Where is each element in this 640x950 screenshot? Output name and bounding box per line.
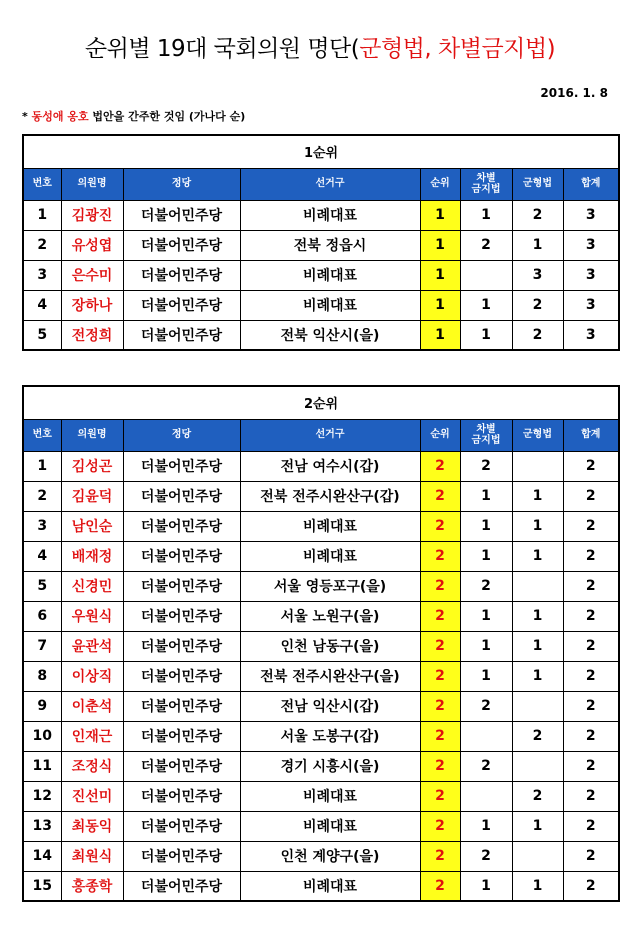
- rank: 2: [420, 511, 460, 541]
- row-number: 9: [23, 691, 61, 721]
- row-number: 2: [23, 481, 61, 511]
- district: 전북 정읍시: [240, 230, 420, 260]
- row-number: 2: [23, 230, 61, 260]
- document-date: 2016. 1. 8: [540, 86, 608, 100]
- row-number: 1: [23, 200, 61, 230]
- district: 전남 익산시(갑): [240, 691, 420, 721]
- military-law-count: 2: [512, 200, 563, 230]
- disc-law-count: 2: [460, 691, 512, 721]
- table-row: [23, 811, 619, 841]
- disc-law-count: 1: [460, 541, 512, 571]
- district: 경기 시흥시(을): [240, 751, 420, 781]
- table-row: [23, 691, 619, 721]
- district: 비례대표: [240, 290, 420, 320]
- total: 2: [563, 541, 619, 571]
- table-row: [23, 571, 619, 601]
- party: 더불어민주당: [123, 320, 240, 350]
- member-name: 윤관석: [61, 631, 123, 661]
- party: 더불어민주당: [123, 631, 240, 661]
- member-name: 전정희: [61, 320, 123, 350]
- district: 비례대표: [240, 511, 420, 541]
- total: 2: [563, 721, 619, 751]
- table-row: [23, 721, 619, 751]
- page-title: [0, 30, 640, 63]
- member-name: 배재정: [61, 541, 123, 571]
- rank: 2: [420, 571, 460, 601]
- header-total: 합계: [563, 419, 619, 451]
- disc-law-count: [460, 260, 512, 290]
- total: 2: [563, 451, 619, 481]
- member-name: 은수미: [61, 260, 123, 290]
- row-number: 11: [23, 751, 61, 781]
- header-no: 번호: [23, 168, 61, 200]
- rank: 1: [420, 230, 460, 260]
- rank: 2: [420, 781, 460, 811]
- row-number: 13: [23, 811, 61, 841]
- row-number: 1: [23, 451, 61, 481]
- party: 더불어민주당: [123, 290, 240, 320]
- district: 비례대표: [240, 871, 420, 901]
- member-name: 홍종학: [61, 871, 123, 901]
- disc-law-count: 2: [460, 451, 512, 481]
- table-row: [23, 601, 619, 631]
- note-highlight: 동성애 옹호: [31, 110, 89, 123]
- district: 서울 영등포구(을): [240, 571, 420, 601]
- party: 더불어민주당: [123, 511, 240, 541]
- disc-law-count: 1: [460, 631, 512, 661]
- disc-law-count: 2: [460, 841, 512, 871]
- total: 2: [563, 571, 619, 601]
- military-law-count: 1: [512, 631, 563, 661]
- header-party: 정당: [123, 419, 240, 451]
- disc-law-count: 2: [460, 230, 512, 260]
- military-law-count: 2: [512, 721, 563, 751]
- total: 2: [563, 751, 619, 781]
- row-number: 10: [23, 721, 61, 751]
- header-disc-law: 차별 금지법: [460, 419, 512, 451]
- military-law-count: [512, 451, 563, 481]
- total: 2: [563, 841, 619, 871]
- note-bullet: *: [22, 110, 28, 123]
- military-law-count: 3: [512, 260, 563, 290]
- party: 더불어민주당: [123, 451, 240, 481]
- row-number: 4: [23, 541, 61, 571]
- district: 전북 전주시완산구(을): [240, 661, 420, 691]
- disc-law-count: 1: [460, 601, 512, 631]
- header-party: 정당: [123, 168, 240, 200]
- party: 더불어민주당: [123, 200, 240, 230]
- row-number: 7: [23, 631, 61, 661]
- total: 2: [563, 661, 619, 691]
- district: 전북 전주시완산구(갑): [240, 481, 420, 511]
- rank: 1: [420, 200, 460, 230]
- member-name: 유성엽: [61, 230, 123, 260]
- rank: 2: [420, 631, 460, 661]
- military-law-count: 1: [512, 871, 563, 901]
- member-name: 신경민: [61, 571, 123, 601]
- row-number: 3: [23, 511, 61, 541]
- district: 전남 여수시(갑): [240, 451, 420, 481]
- column-headers: [23, 419, 619, 451]
- district: 비례대표: [240, 781, 420, 811]
- rank: 2: [420, 751, 460, 781]
- table-row: [23, 541, 619, 571]
- table-row: [23, 290, 619, 320]
- rank: 2: [420, 541, 460, 571]
- rank: 2: [420, 721, 460, 751]
- table-row: [23, 631, 619, 661]
- party: 더불어민주당: [123, 541, 240, 571]
- rank: 2: [420, 841, 460, 871]
- rank: 2: [420, 691, 460, 721]
- rank: 2: [420, 451, 460, 481]
- disc-law-count: [460, 781, 512, 811]
- disc-law-count: [460, 721, 512, 751]
- table-heading: 2순위: [23, 386, 619, 419]
- table-row: [23, 781, 619, 811]
- party: 더불어민주당: [123, 781, 240, 811]
- title-laws: 군형법, 차별금지법: [359, 36, 547, 62]
- header-total: 합계: [563, 168, 619, 200]
- total: 2: [563, 691, 619, 721]
- district: 서울 노원구(을): [240, 601, 420, 631]
- total: 3: [563, 320, 619, 350]
- rank1-table: [22, 134, 620, 351]
- title-close: ): [546, 36, 556, 62]
- total: 3: [563, 260, 619, 290]
- table-row: [23, 200, 619, 230]
- member-name: 진선미: [61, 781, 123, 811]
- table-row: [23, 230, 619, 260]
- member-name: 김윤덕: [61, 481, 123, 511]
- district: 비례대표: [240, 541, 420, 571]
- party: 더불어민주당: [123, 841, 240, 871]
- member-name: 이상직: [61, 661, 123, 691]
- table-row: [23, 260, 619, 290]
- member-name: 조정식: [61, 751, 123, 781]
- table-row: [23, 511, 619, 541]
- table-heading: 1순위: [23, 135, 619, 168]
- row-number: 5: [23, 571, 61, 601]
- note: [22, 108, 245, 124]
- disc-law-count: 1: [460, 871, 512, 901]
- disc-law-count: 1: [460, 511, 512, 541]
- military-law-count: 1: [512, 601, 563, 631]
- header-rank: 순위: [420, 419, 460, 451]
- header-name: 의원명: [61, 168, 123, 200]
- total: 2: [563, 601, 619, 631]
- district: 인천 남동구(을): [240, 631, 420, 661]
- table-row: [23, 481, 619, 511]
- rank: 1: [420, 290, 460, 320]
- table-row: [23, 751, 619, 781]
- note-text: 법안을 간주한 것임 (가나다 순): [88, 110, 246, 123]
- table-body: [23, 451, 619, 901]
- row-number: 5: [23, 320, 61, 350]
- military-law-count: 2: [512, 320, 563, 350]
- district: 서울 도봉구(갑): [240, 721, 420, 751]
- row-number: 8: [23, 661, 61, 691]
- header-disc-law: 차별 금지법: [460, 168, 512, 200]
- military-law-count: 1: [512, 511, 563, 541]
- party: 더불어민주당: [123, 571, 240, 601]
- row-number: 14: [23, 841, 61, 871]
- member-name: 남인순: [61, 511, 123, 541]
- party: 더불어민주당: [123, 601, 240, 631]
- party: 더불어민주당: [123, 751, 240, 781]
- table-body: [23, 200, 619, 350]
- table-row: [23, 841, 619, 871]
- header-military-law: 군형법: [512, 168, 563, 200]
- disc-law-count: 2: [460, 571, 512, 601]
- table-row: [23, 320, 619, 350]
- military-law-count: [512, 691, 563, 721]
- party: 더불어민주당: [123, 481, 240, 511]
- total: 2: [563, 511, 619, 541]
- total: 3: [563, 200, 619, 230]
- header-rank: 순위: [420, 168, 460, 200]
- member-name: 장하나: [61, 290, 123, 320]
- rank2-table: [22, 385, 620, 902]
- disc-law-count: 1: [460, 200, 512, 230]
- rank: 1: [420, 320, 460, 350]
- rank: 2: [420, 601, 460, 631]
- party: 더불어민주당: [123, 811, 240, 841]
- table-row: [23, 871, 619, 901]
- military-law-count: [512, 841, 563, 871]
- disc-law-count: 1: [460, 320, 512, 350]
- member-name: 이춘석: [61, 691, 123, 721]
- rank: 2: [420, 661, 460, 691]
- district: 비례대표: [240, 260, 420, 290]
- district: 비례대표: [240, 200, 420, 230]
- total: 3: [563, 230, 619, 260]
- member-name: 우원식: [61, 601, 123, 631]
- header-name: 의원명: [61, 419, 123, 451]
- party: 더불어민주당: [123, 230, 240, 260]
- military-law-count: 1: [512, 541, 563, 571]
- disc-law-count: 1: [460, 290, 512, 320]
- table-row: [23, 661, 619, 691]
- military-law-count: [512, 751, 563, 781]
- total: 3: [563, 290, 619, 320]
- member-name: 김광진: [61, 200, 123, 230]
- column-headers: [23, 168, 619, 200]
- row-number: 4: [23, 290, 61, 320]
- party: 더불어민주당: [123, 721, 240, 751]
- disc-law-count: 1: [460, 811, 512, 841]
- row-number: 12: [23, 781, 61, 811]
- table-row: [23, 451, 619, 481]
- member-name: 인재근: [61, 721, 123, 751]
- military-law-count: 1: [512, 481, 563, 511]
- rank: 2: [420, 481, 460, 511]
- header-district: 선거구: [240, 168, 420, 200]
- district: 인천 계양구(을): [240, 841, 420, 871]
- military-law-count: 1: [512, 661, 563, 691]
- military-law-count: 1: [512, 230, 563, 260]
- row-number: 15: [23, 871, 61, 901]
- header-no: 번호: [23, 419, 61, 451]
- title-main: 순위별 19대 국회의원 명단(: [84, 36, 360, 62]
- party: 더불어민주당: [123, 661, 240, 691]
- total: 2: [563, 811, 619, 841]
- total: 2: [563, 871, 619, 901]
- party: 더불어민주당: [123, 260, 240, 290]
- disc-law-count: 2: [460, 751, 512, 781]
- disc-law-count: 1: [460, 481, 512, 511]
- district: 전북 익산시(을): [240, 320, 420, 350]
- row-number: 6: [23, 601, 61, 631]
- military-law-count: 1: [512, 811, 563, 841]
- total: 2: [563, 481, 619, 511]
- rank: 2: [420, 871, 460, 901]
- rank: 2: [420, 811, 460, 841]
- header-military-law: 군형법: [512, 419, 563, 451]
- military-law-count: 2: [512, 290, 563, 320]
- disc-law-count: 1: [460, 661, 512, 691]
- member-name: 최동익: [61, 811, 123, 841]
- military-law-count: 2: [512, 781, 563, 811]
- header-district: 선거구: [240, 419, 420, 451]
- total: 2: [563, 631, 619, 661]
- total: 2: [563, 781, 619, 811]
- district: 비례대표: [240, 811, 420, 841]
- party: 더불어민주당: [123, 691, 240, 721]
- member-name: 김성곤: [61, 451, 123, 481]
- row-number: 3: [23, 260, 61, 290]
- member-name: 최원식: [61, 841, 123, 871]
- rank: 1: [420, 260, 460, 290]
- military-law-count: [512, 571, 563, 601]
- party: 더불어민주당: [123, 871, 240, 901]
